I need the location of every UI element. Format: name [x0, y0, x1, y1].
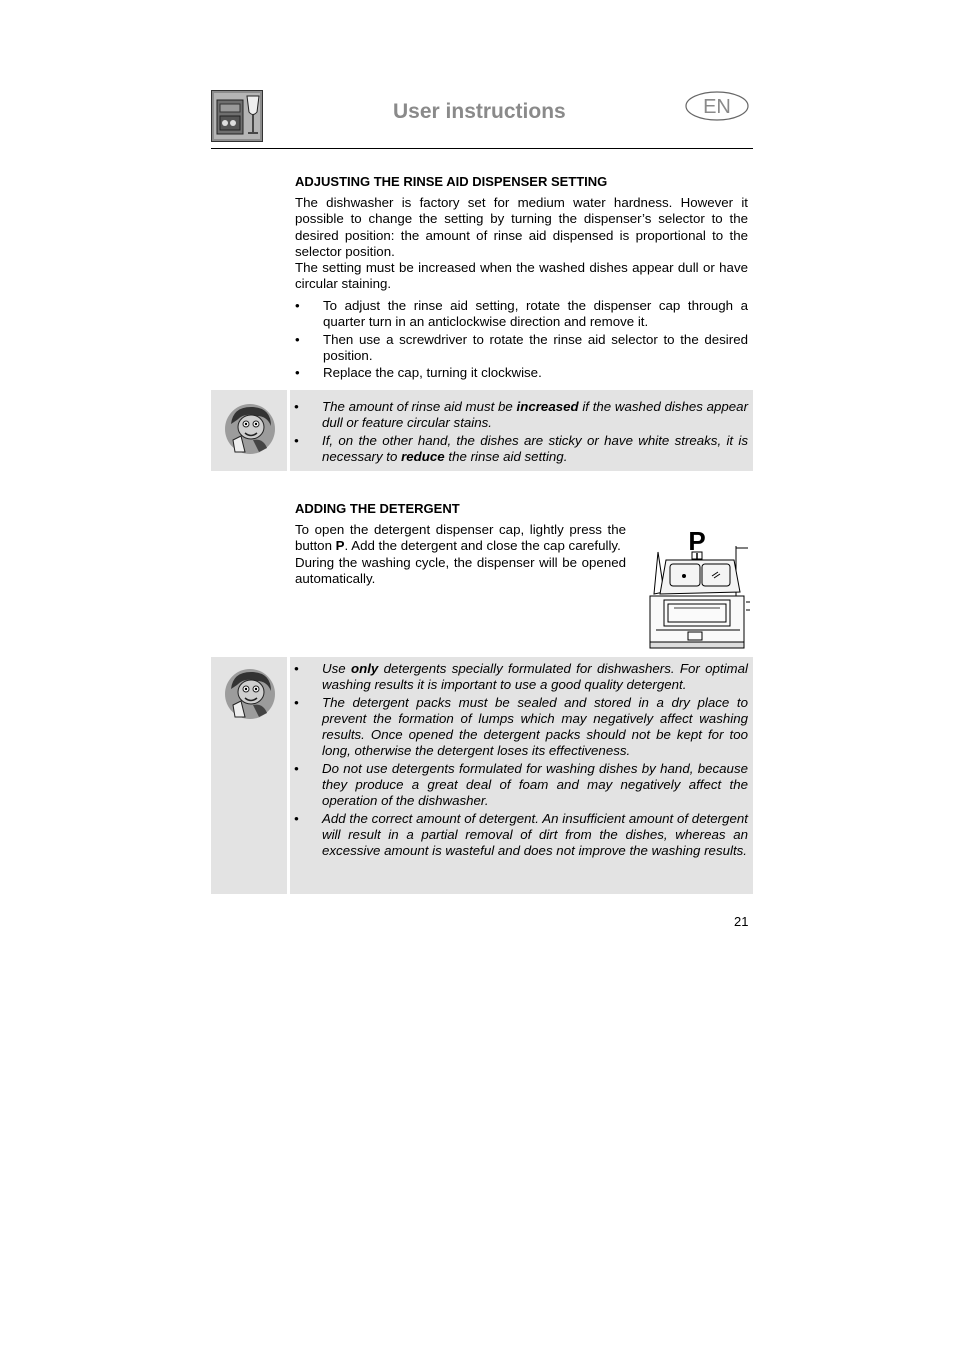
note-text: If, on the other hand, the dishes are sticky or have white streaks, it is necessary to [322, 432, 748, 464]
mascot-icon [223, 667, 277, 721]
language-badge [684, 89, 750, 123]
note-text: The amount of rinse aid must be [322, 399, 517, 414]
list-item [295, 332, 748, 365]
note-text: Use [322, 661, 351, 676]
detergent-heading: ADDING THE DETERGENT [295, 501, 460, 516]
list-item-text: Replace the cap, turning it clockwise. [323, 365, 542, 381]
page-title: User instructions [393, 100, 566, 123]
note-side-panel [211, 390, 290, 471]
bullet: • [295, 298, 300, 313]
note-text: the rinse aid setting. [444, 448, 568, 464]
language-badge-outline [684, 89, 750, 123]
rinse-aid-note-list [294, 399, 748, 466]
list-item [294, 695, 748, 760]
list-item [295, 298, 748, 331]
note-text: The detergent packs must be sealed and stored in a dry place to prevent the formation of lumps which may negatively affect washing results. Once opened the detergent packs should not be kept for too long, otherwise the detergent loses its effectiveness. [322, 694, 748, 759]
bullet: • [294, 760, 299, 776]
bullet: • [295, 331, 300, 347]
bullet: • [295, 365, 300, 381]
bullet: • [294, 810, 299, 826]
dishwasher-logo-icon [211, 90, 263, 142]
figure-label-p: P [688, 526, 706, 556]
detergent-paragraph-2: During the washing cycle, the dispenser will be opened automatically. [295, 554, 626, 586]
button-p-label: P [335, 538, 345, 554]
note-emphasis: only [350, 661, 379, 676]
paragraph-text: To open the detergent dispenser cap, lightly press the button [295, 522, 626, 554]
list-item-text: To adjust the rinse aid setting, rotate the dispenser cap through a quarter turn in an anticlockwise direction and remove it. [323, 298, 748, 330]
note-emphasis: increased [516, 399, 579, 414]
bullet: • [294, 694, 299, 710]
note-side-panel [211, 657, 290, 894]
bullet: • [294, 661, 299, 676]
detergent-dispenser-figure [644, 524, 750, 650]
rinse-aid-note [211, 390, 753, 471]
list-item [294, 761, 748, 810]
header-divider [211, 148, 753, 149]
note-text: if the washed dishes appear dull or feature circular stains. [322, 399, 748, 431]
note-emphasis: reduce [401, 448, 445, 464]
detergent-note-list [294, 661, 748, 861]
rinse-aid-text [295, 195, 748, 293]
rinse-aid-paragraph-1: The dishwasher is factory set for medium water hardness. However it possible to change the setting by turning the dispenser’s selector to the desired position: the amount of rinse aid dispensed is proportional to the selector position. [295, 195, 748, 259]
mascot-icon [223, 402, 277, 456]
bullet: • [294, 432, 299, 448]
note-text: Do not use detergents formulated for washing dishes by hand, because they produce a great deal of foam and may negatively affect the operation of the dishwasher. [322, 760, 748, 809]
list-item [294, 661, 748, 694]
note-text: detergents specially formulated for dishwashers. For optimal washing results it is important to use a good quality detergent. [322, 661, 748, 693]
detergent-note [211, 657, 753, 894]
list-item [294, 811, 748, 860]
language-code: EN [703, 96, 731, 118]
detergent-paragraph-1 [295, 522, 626, 555]
page-number: 21 [734, 914, 749, 929]
detergent-text [295, 522, 626, 587]
rinse-aid-steps [295, 298, 748, 382]
note-text: Add the correct amount of detergent. An insufficient amount of detergent will result in a partial removal of dirt from the dishes, whereas an excessive amount is wasteful and does not improve the washing results. [322, 810, 748, 859]
bullet: • [294, 399, 299, 414]
list-item-text: Then use a screwdriver to rotate the rinse aid selector to the desired position. [323, 331, 748, 363]
paragraph-text: . Add the detergent and close the cap carefully. [344, 538, 621, 554]
rinse-aid-heading: ADJUSTING THE RINSE AID DISPENSER SETTING [295, 174, 608, 189]
list-item [294, 399, 748, 432]
rinse-aid-paragraph-2: The setting must be increased when the washed dishes appear dull or have circular staining. [295, 260, 748, 292]
list-item [294, 433, 748, 466]
list-item [295, 365, 748, 381]
